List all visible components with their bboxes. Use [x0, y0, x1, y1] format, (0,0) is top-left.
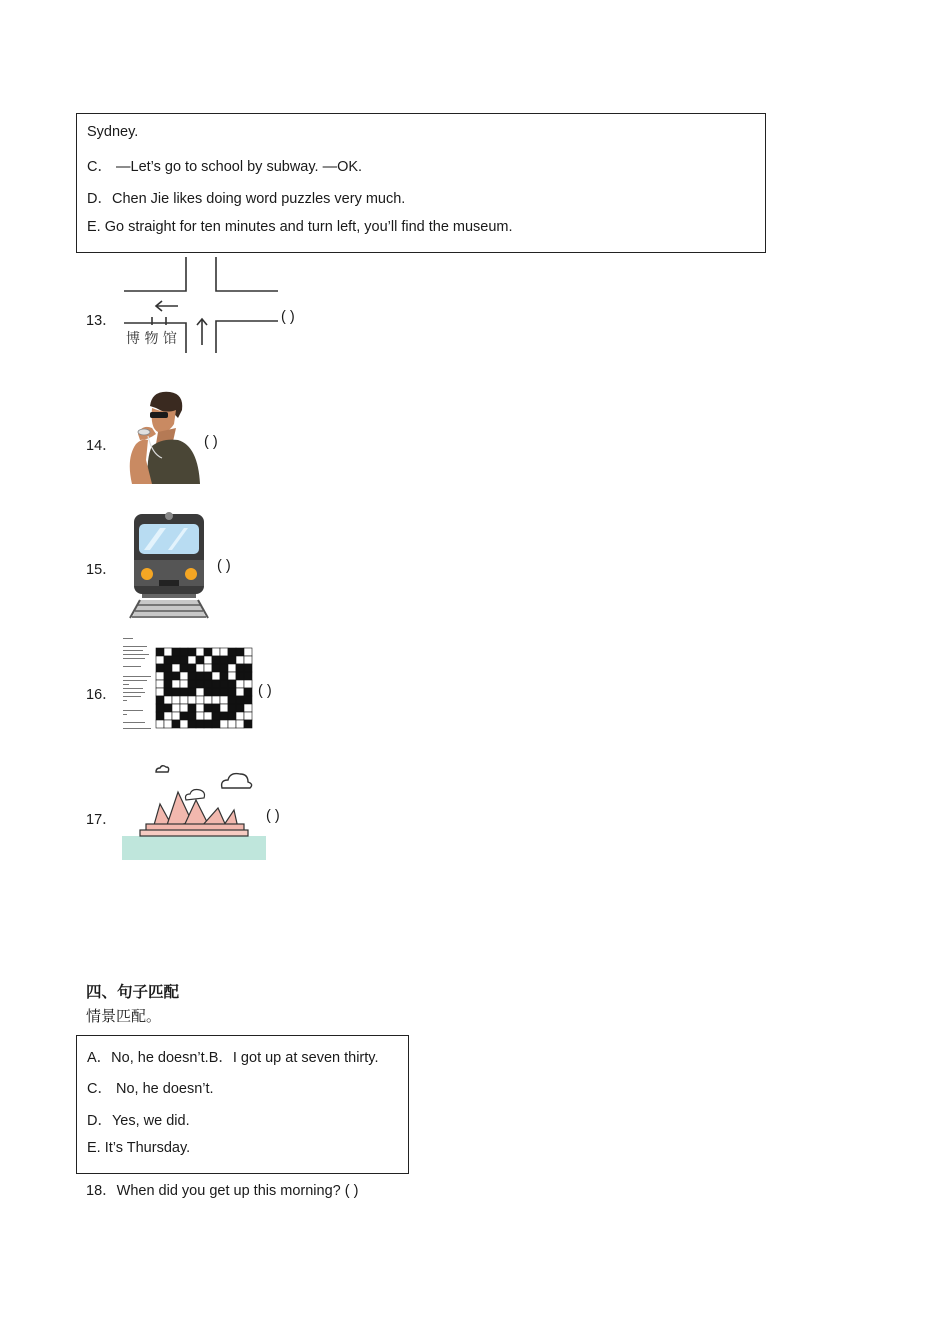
man-whistle-image — [122, 388, 204, 484]
question-number: 14． — [86, 438, 117, 454]
answer-blank[interactable]: ( ) — [217, 558, 231, 574]
option-line-ab: A．No, he doesn’t.B．I got up at seven thirty. — [87, 1050, 379, 1066]
answer-blank[interactable]: ( ) — [204, 434, 218, 450]
train-image — [122, 510, 216, 620]
section-heading: 四、句子匹配 — [86, 983, 180, 1001]
answer-blank[interactable]: ( ) — [258, 683, 272, 699]
answer-blank[interactable]: ( ) — [266, 808, 280, 824]
answer-blank[interactable]: ( ) — [281, 309, 295, 325]
option-line-e: E. It’s Thursday. — [87, 1140, 191, 1156]
option-line-d: D．Chen Jie likes doing word puzzles very much. — [87, 191, 406, 207]
options-box-1 — [76, 113, 766, 253]
crossword-image — [120, 634, 256, 734]
street-map-image — [120, 253, 282, 357]
question-18: 18．When did you get up this morning? ( ) — [86, 1183, 359, 1199]
option-line-e: E. Go straight for ten minutes and turn left, you’ll find the museum. — [87, 219, 513, 235]
options-box-2 — [76, 1035, 409, 1174]
section-instruction: 情景匹配。 — [86, 1007, 162, 1025]
question-number: 16． — [86, 687, 117, 703]
question-number: 13． — [86, 313, 117, 329]
question-number: 17． — [86, 812, 117, 828]
question-number: 15． — [86, 562, 117, 578]
option-line-d: D．Yes, we did. — [87, 1113, 190, 1129]
option-line: Sydney. — [87, 124, 139, 140]
option-line-c: C． No, he doesn’t. — [87, 1081, 214, 1097]
opera-house-image — [122, 764, 266, 860]
museum-label: 博 物 馆 — [126, 331, 177, 347]
option-line-c: C． —Let’s go to school by subway. —OK. — [87, 159, 363, 175]
